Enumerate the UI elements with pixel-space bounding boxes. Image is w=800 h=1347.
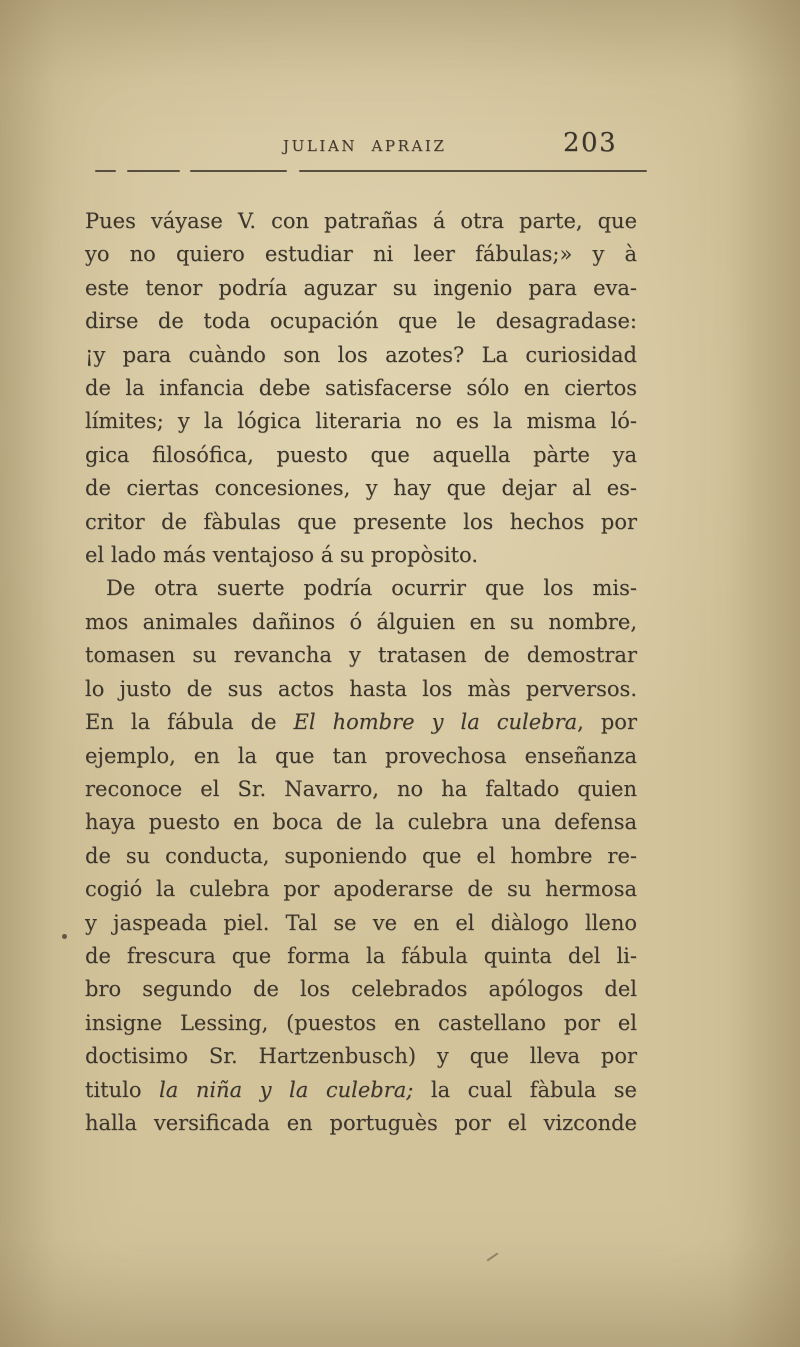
text-segment: de la infancia debe satisfacerse sólo en ciertos	[85, 376, 637, 401]
text-line	[85, 773, 637, 806]
text-segment: insigne Lessing, (puestos en castellano por el	[85, 1010, 637, 1035]
text-segment: lo justo de sus actos hasta los màs perversos.	[85, 676, 637, 701]
paper-speck	[62, 934, 67, 939]
text-line	[85, 673, 637, 706]
text-line	[85, 305, 637, 338]
page-body	[85, 205, 637, 1140]
text-line	[85, 1107, 637, 1140]
text-segment: mos animales dañinos ó álguien en su nombre,	[85, 609, 637, 634]
text-line	[85, 339, 637, 372]
text-line	[85, 472, 637, 505]
text-line	[85, 740, 637, 773]
text-segment: doctisimo Sr. Hartzenbusch) y que lleva por	[85, 1044, 637, 1069]
text-segment: En la fábula de	[85, 710, 294, 735]
text-segment: , por	[577, 710, 637, 735]
text-segment: ejemplo, en la que tan provechosa enseñanza	[85, 743, 637, 768]
text-segment: Pues váyase V. con patrañas á otra parte, que	[85, 209, 637, 233]
text-line	[85, 1007, 637, 1040]
text-segment: límites; y la lógica literaria no es la misma ló-	[85, 409, 637, 434]
text-line	[85, 706, 637, 739]
text-line	[85, 539, 637, 572]
text-segment: De otra suerte podría ocurrir que los mis-	[106, 576, 637, 601]
text-line	[85, 907, 637, 940]
rule-segment	[127, 170, 180, 172]
text-segment: ¡y para cuàndo son los azotes? La curiosidad	[85, 342, 637, 367]
paper-speck	[487, 1252, 499, 1261]
text-segment: cogió la culebra por apoderarse de su hermosa	[85, 877, 637, 902]
text-segment: el lado más ventajoso á su propòsito.	[85, 543, 478, 568]
text-segment: de ciertas concesiones, y hay que dejar al es-	[85, 476, 637, 501]
text-segment: y jaspeada piel. Tal se ve en el diàlogo lleno	[85, 910, 637, 935]
page-header-title: JULIAN APRAIZ	[283, 137, 447, 155]
text-line	[85, 940, 637, 973]
text-segment: la cual fàbula se	[413, 1077, 637, 1102]
text-line	[85, 973, 637, 1006]
italic-text: la niña y la culebra;	[159, 1077, 414, 1102]
text-segment: dirse de toda ocupación que le desagradase:	[85, 309, 637, 334]
text-line	[85, 639, 637, 672]
text-segment: gica filosófica, puesto que aquella pàrte ya	[85, 442, 637, 467]
text-line	[85, 873, 637, 906]
rule-segment	[95, 170, 116, 172]
text-segment: titulo	[85, 1077, 160, 1102]
text-segment: haya puesto en boca de la culebra una defensa	[85, 810, 637, 835]
text-line	[85, 205, 637, 238]
text-segment: este tenor podría aguzar su ingenio para eva-	[85, 275, 637, 300]
text-line	[85, 372, 637, 405]
rule-segment	[299, 170, 647, 172]
text-segment: reconoce el Sr. Navarro, no ha faltado quien	[85, 776, 637, 801]
text-line	[85, 439, 637, 472]
text-line	[85, 606, 637, 639]
text-segment: tomasen su revancha y tratasen de demostrar	[85, 643, 637, 668]
text-line	[85, 506, 637, 539]
text-line	[85, 405, 637, 438]
text-line	[85, 572, 637, 605]
page-number: 203	[563, 128, 618, 158]
text-line	[85, 1040, 637, 1073]
italic-text: El hombre y la culebra	[293, 710, 578, 735]
text-segment: halla versificada en portuguès por el vizconde	[85, 1110, 637, 1135]
text-line	[85, 1074, 637, 1107]
text-segment: de su conducta, suponiendo que el hombre re-	[85, 843, 637, 868]
text-segment: bro segundo de los celebrados apólogos del	[85, 977, 637, 1002]
rule-segment	[190, 170, 287, 172]
text-line	[85, 238, 637, 271]
text-line	[85, 840, 637, 873]
text-line	[85, 806, 637, 839]
header-rule	[95, 169, 647, 173]
text-segment: yo no quiero estudiar ni leer fábulas;» y à	[85, 242, 637, 267]
text-segment: de frescura que forma la fábula quinta del li-	[85, 943, 637, 968]
text-line	[85, 272, 637, 305]
text-segment: critor de fàbulas que presente los hechos por	[85, 509, 637, 534]
